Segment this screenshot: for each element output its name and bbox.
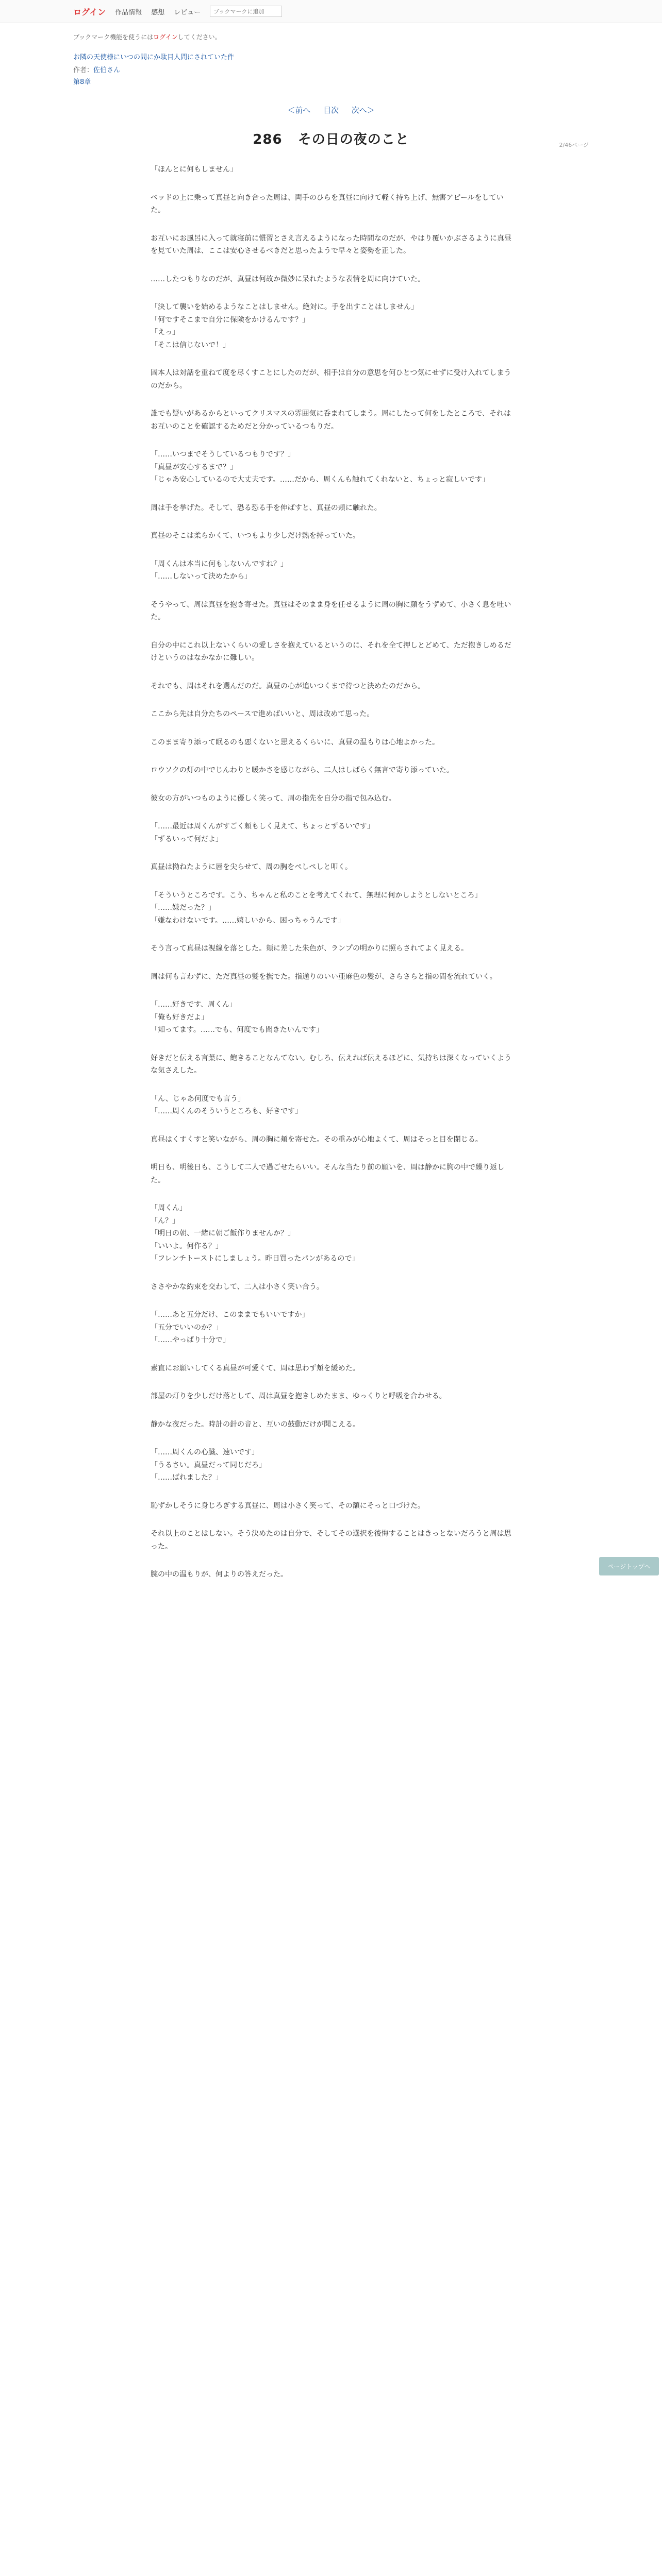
chapter-title — [73, 129, 589, 148]
paragraph: ……したつもりなのだが、真昼は何故か微妙に呆れたような表情を周に向けていた。 — [151, 275, 425, 283]
nav-comments[interactable]: 感想 — [151, 8, 165, 16]
nav-work-info[interactable]: 作品情報 — [115, 8, 142, 16]
nav-reviews[interactable]: レビュー — [174, 8, 201, 16]
paragraph: 真昼は拗ねたように唇を尖らせて、周の胸をぺしぺしと叩く。 — [151, 863, 353, 871]
paragraph: それでも、周はそれを選んだのだ。真昼の心が追いつくまで待つと決めたのだから。 — [151, 682, 425, 690]
author-name[interactable]: 佐伯さん — [93, 66, 121, 74]
notice-prefix: ブックマーク機能を使うには — [73, 33, 154, 41]
author-line — [73, 64, 589, 74]
paragraph: 「ほんとに何もしません」 — [151, 165, 237, 174]
paragraph: 誰でも疑いがあるからといってクリスマスの雰囲気に呑まれてしまう。周にしたって何をしたところで、それはお互いのことを確認するためだと分かっているつもりだ。 — [151, 410, 511, 431]
paragraph: お互いにお風呂に入って就寝前に慣習とさえ言えるようになった時間なのだが、やはり覆いかぶさるように真昼を見ていた周は、ここは安心させるべきだと思ったようで早々と姿勢を正した。 — [151, 234, 511, 255]
author-label: 作者： — [73, 66, 94, 74]
paragraph: 部屋の灯りを少しだけ落として、周は真昼を抱きしめたまま、ゆっくりと呼吸を合わせる。 — [151, 1392, 446, 1400]
paragraph: 「……いつまでそうしているつもりです？」 「真昼が安心するまで？」 「じゃあ安心しているので大丈夫です。……だから、周くんも触れてくれないと、ちょっと寂しいです」 — [151, 450, 489, 484]
page-count: 2/46ページ — [559, 142, 589, 148]
chapter-number: 286 — [253, 132, 283, 147]
paragraph: 「……好きです、周くん」 「俺も好きだよ」 「知ってます。……でも、何度でも聞きたいんです」 — [151, 1001, 323, 1034]
paragraph: ベッドの上に乗って真昼と向き合った周は、両手のひらを真昼に向けて軽く持ち上げ、無害アピールをしていた。 — [151, 193, 504, 214]
paragraph: 明日も、明後日も、こうして二人で過ごせたらいい。そんな当たり前の願いを、周は静かに胸の中で繰り返した。 — [151, 1163, 504, 1184]
paragraph: 固本人は対話を重ねて度を尽くすことにしたのだが、相手は自分の意思を何ひとつ気にせずに受け入れてしまうのだから。 — [151, 369, 511, 390]
paragraph: そうやって、周は真昼を抱き寄せた。真昼はそのまま身を任せるように周の胸に顔をうずめて、小さく息を吐いた。 — [151, 600, 511, 621]
paragraph: 真昼のそこは柔らかくて、いつもより少しだけ熱を持っていた。 — [151, 532, 360, 540]
paragraph: 静かな夜だった。時計の針の音と、互いの鼓動だけが聞こえる。 — [151, 1420, 360, 1429]
top-bar — [0, 0, 662, 23]
chapter-body — [151, 163, 511, 1581]
paragraph: ささやかな約束を交わして、二人は小さく笑い合う。 — [151, 1282, 324, 1291]
paragraph: 「決して襲いを始めるようなことはしません。絶対に。手を出すことはしません」 「何ですそこまで自分に保険をかけるんです？」 「えっ」 「そこは信じないで！」 — [151, 303, 418, 349]
paragraph: 恥ずかしそうに身じろぎする真昼に、周は小さく笑って、その額にそっと口づけた。 — [151, 1501, 425, 1510]
paragraph: 「周くんは本当に何もしないんですね？」 「……しないって決めたから」 — [151, 560, 288, 581]
paragraph: 素直にお願いしてくる真昼が可愛くて、周は思わず頬を緩めた。 — [151, 1364, 360, 1372]
paragraph: それ以上のことはしない。そう決めたのは自分で、そしてその選択を後悔することはきっとないだろうと周は思った。 — [151, 1530, 511, 1551]
paragraph: 「……周くんの心臓、速いです」 「うるさい。真昼だって同じだろ」 「……ばれました？」 — [151, 1448, 266, 1482]
paragraph: 周は手を挙げた。そして、恐る恐る手を伸ばすと、真昼の頬に触れた。 — [151, 503, 382, 512]
notice-login-link[interactable]: ログイン — [153, 33, 178, 41]
paragraph: 「周くん」 「ん？」 「明日の朝、一緒に朝ご飯作りませんか？」 「いいよ。何作る？」 「フレンチトーストにしましょう。昨日買ったパンがあるので」 — [151, 1204, 359, 1263]
paragraph: このまま寄り添って眠るのも悪くないと思えるくらいに、真昼の温もりは心地よかった。 — [151, 738, 439, 747]
chapter-group: 第8章 — [73, 78, 91, 86]
paragraph: 真昼はくすくすと笑いながら、周の胸に頬を寄せた。その重みが心地よくて、周はそっと目を閉じる。 — [151, 1135, 483, 1144]
chapter-name: その日の夜のこと — [297, 132, 409, 147]
paragraph: 腕の中の温もりが、何よりの答えだった。 — [151, 1570, 288, 1579]
paragraph: 自分の中にこれ以上ないくらいの愛しさを抱えているというのに、それを全て押しとどめて、ただ抱きしめるだけというのはなかなかに難しい。 — [151, 641, 511, 662]
paragraph: 彼女の方がいつものように優しく笑って、周の指先を自分の指で包み込む。 — [151, 794, 396, 803]
next-link[interactable]: 次へ＞ — [351, 106, 375, 115]
bookmark-input[interactable] — [210, 6, 282, 17]
notice-suffix: してください。 — [177, 33, 221, 41]
paragraph: 「……あと五分だけ、このままでもいいですか」 「五分でいいのか？」 「……やっぱり十分で」 — [151, 1311, 309, 1344]
bookmark-notice — [73, 32, 589, 41]
paragraph: 「……最近は周くんがすごく頼もしく見えて、ちょっとずるいです」 「ずるいって何だよ」 — [151, 822, 374, 843]
paragraph: 好きだと伝える言葉に、飽きることなんてない。むしろ、伝えれば伝えるほどに、気持ちは深くなっていくような気さえした。 — [151, 1054, 511, 1075]
toc-link[interactable]: 目次 — [323, 106, 339, 115]
paragraph: ロウソクの灯の中でじんわりと暖かさを感じながら、二人はしばらく無言で寄り添っていた。 — [151, 766, 454, 774]
page-top-button[interactable]: ページトップへ — [599, 1557, 659, 1575]
login-link[interactable]: ログイン — [73, 7, 106, 17]
paragraph: ここから先は自分たちのペースで進めばいいと、周は改めて思った。 — [151, 710, 374, 718]
paragraph: 周は何も言わずに、ただ真昼の髪を撫でた。指通りのいい亜麻色の髪が、さらさらと指の間を流れていく。 — [151, 972, 497, 981]
paragraph: 「ん、じゃあ何度でも言う」 「……周くんのそういうところも、好きです」 — [151, 1094, 302, 1115]
paragraph: 「そういうところです。こう、ちゃんと私のことを考えてくれて、無理に何かしようとしないところ」 「……嫌だった？」 「嫌なわけないです。……嬉しいから、困っちゃうんです」 — [151, 891, 482, 925]
series-title[interactable]: お隣の天使様にいつの間にか駄目人間にされていた件 — [73, 54, 235, 61]
paragraph: そう言って真昼は視線を落とした。頬に差した朱色が、ランプの明かりに照らされてよく見える。 — [151, 944, 468, 953]
pager-top — [73, 105, 589, 115]
prev-link[interactable]: ＜前へ — [287, 106, 311, 115]
